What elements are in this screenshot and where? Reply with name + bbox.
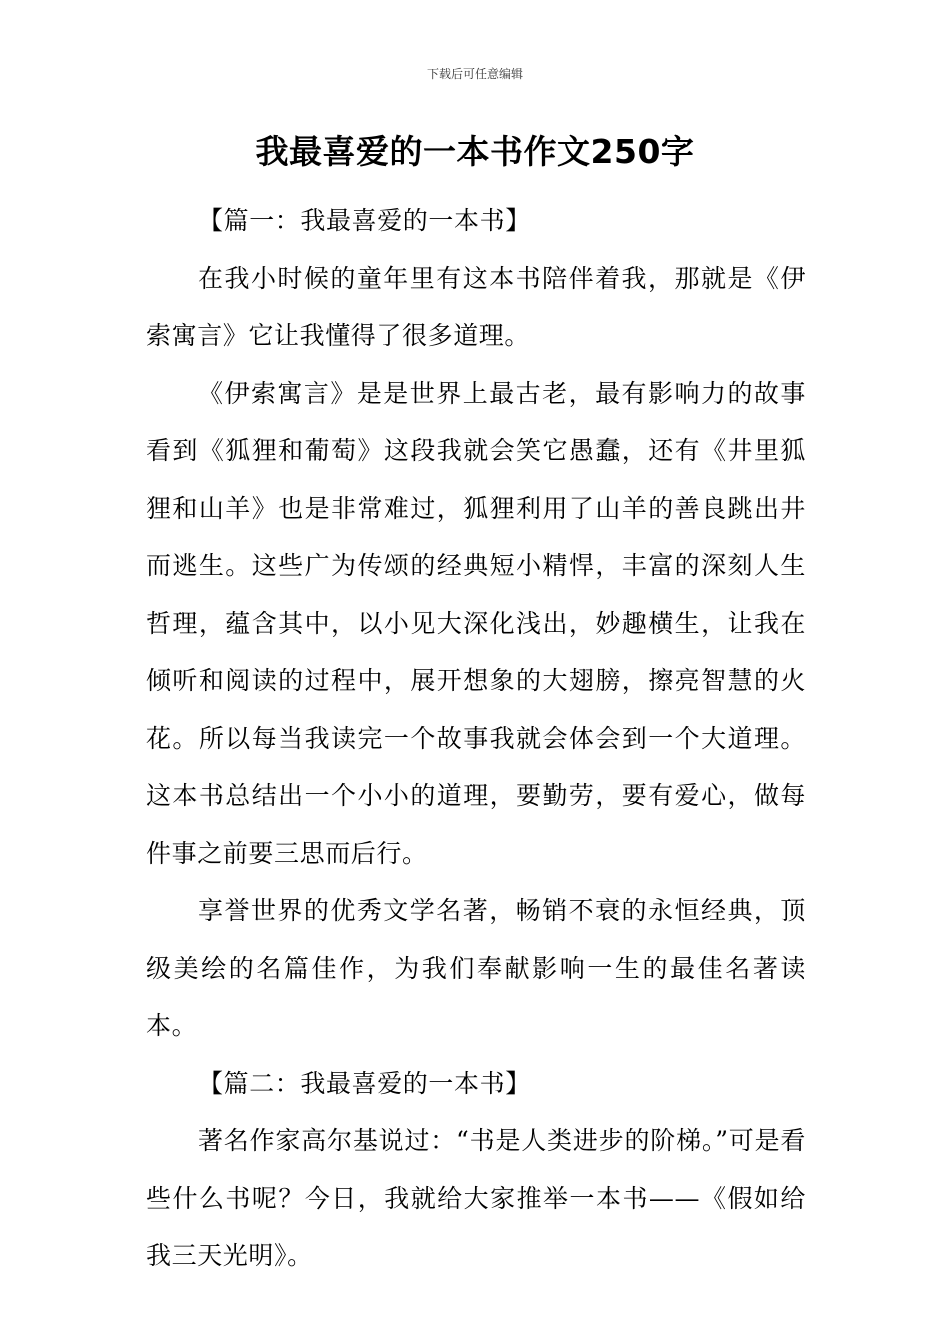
section-1-heading: 【篇一：我最喜爱的一本书】 [198, 206, 531, 235]
section-1-paragraph-1: 在我小时候的童年里有这本书陪伴着我，那就是《伊索寓言》它让我懂得了很多道理。 [146, 263, 806, 350]
section-2-heading: 【篇二：我最喜爱的一本书】 [198, 1068, 531, 1098]
document-title: 我最喜爱的一本书作文250字 [255, 132, 695, 171]
section-2-paragraph-1: 著名作家高尔基说过：“书是人类进步的阶梯。”可是看些什么书呢？今日，我就给大家推举一本书——《假如给我三天光明》。 [146, 1126, 806, 1270]
section-1-paragraph-2: 《伊索寓言》是是世界上最古老，最有影响力的故事看到《狐狸和葡萄》这段我就会笑它愚蠢，还有《井里狐狸和山羊》也是非常难过，狐狸利用了山羊的善良跳出井而逃生。这些广为传颂的经典短小精悍，丰富的深刻人生哲理，蕴含其中，以小见大深化浅出，妙趣横生，让我在倾听和阅读的过程中，展开想象的大翅膀，擦亮智慧的火花。所以每当我读完一个故事我就会体会到一个大道理。这本书总结出一个小小的道理，要勤劳，要有爱心，做每件事之前要三思而后行。 [146, 378, 806, 868]
page-header: 下载后可任意编辑 [426, 67, 523, 81]
section-1-paragraph-3: 享誉世界的优秀文学名著，畅销不衰的永恒经典，顶级美绘的名篇佳作，为我们奉献影响一生的最佳名著读本。 [146, 896, 806, 1040]
document-body [146, 192, 806, 1285]
